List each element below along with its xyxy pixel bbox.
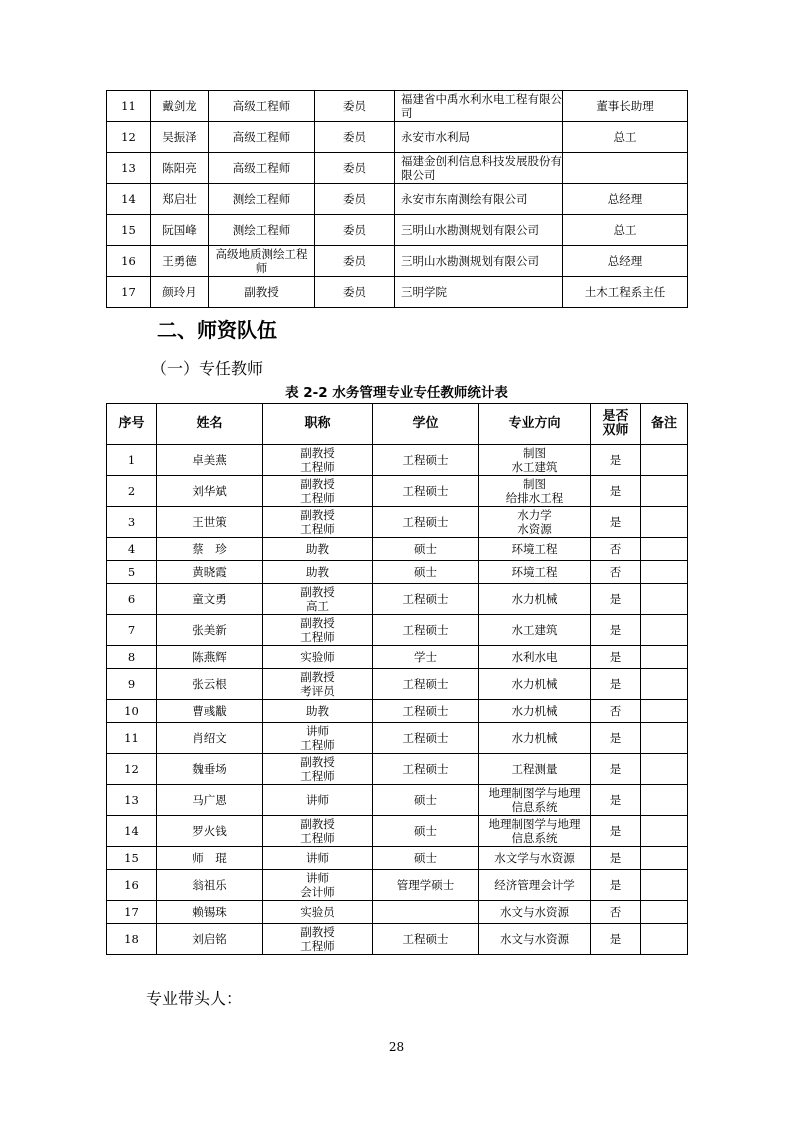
committee-title: 高级地质测绘工程师 [209, 246, 315, 277]
committee-name: 颜玲月 [151, 277, 209, 308]
section-heading: 二、师资队伍 [157, 318, 277, 342]
teacher-dual: 是 [591, 847, 641, 870]
teacher-major: 水工建筑 [479, 615, 591, 646]
teacher-major: 制图 水工建筑 [479, 445, 591, 476]
teacher-dual: 是 [591, 785, 641, 816]
teacher-title: 副教授 工程师 [263, 615, 373, 646]
header-name: 姓名 [157, 404, 263, 445]
teacher-no: 9 [107, 669, 157, 700]
teacher-dual: 是 [591, 507, 641, 538]
committee-org: 永安市东南测绘有限公司 [395, 184, 563, 215]
header-title: 职称 [263, 404, 373, 445]
teacher-degree: 管理学硕士 [373, 870, 479, 901]
committee-name: 吴振泽 [151, 122, 209, 153]
teacher-dual: 是 [591, 669, 641, 700]
teacher-degree: 工程硕士 [373, 445, 479, 476]
committee-role: 委员 [315, 91, 395, 122]
table-caption: 表 2-2 水务管理专业专任教师统计表 [285, 385, 508, 401]
committee-no: 17 [107, 277, 151, 308]
teacher-note [641, 476, 688, 507]
teacher-note [641, 785, 688, 816]
committee-role: 委员 [315, 153, 395, 184]
teacher-title: 副教授 高工 [263, 584, 373, 615]
teacher-row [107, 754, 688, 785]
teacher-note [641, 816, 688, 847]
teacher-name: 张云根 [157, 669, 263, 700]
teacher-row [107, 785, 688, 816]
committee-position: 总工 [563, 215, 688, 246]
teacher-no: 12 [107, 754, 157, 785]
teacher-title: 实验师 [263, 646, 373, 669]
teacher-dual: 是 [591, 584, 641, 615]
teacher-degree: 学士 [373, 646, 479, 669]
teacher-major: 水文学与水资源 [479, 847, 591, 870]
teacher-major: 水力机械 [479, 723, 591, 754]
committee-org: 三明山水勘测规划有限公司 [395, 215, 563, 246]
teacher-no: 13 [107, 785, 157, 816]
teacher-note [641, 700, 688, 723]
teacher-dual: 是 [591, 816, 641, 847]
subsection-heading: （一）专任教师 [151, 359, 264, 378]
teacher-name: 张美新 [157, 615, 263, 646]
teacher-row [107, 584, 688, 615]
header-dual: 是否双师 [591, 404, 641, 445]
teacher-title: 讲师 [263, 785, 373, 816]
header-major: 专业方向 [479, 404, 591, 445]
teacher-no: 1 [107, 445, 157, 476]
committee-role: 委员 [315, 215, 395, 246]
teacher-row [107, 507, 688, 538]
committee-row [107, 91, 688, 122]
teacher-name: 魏垂场 [157, 754, 263, 785]
teacher-major: 制图 给排水工程 [479, 476, 591, 507]
committee-position: 总工 [563, 122, 688, 153]
committee-no: 12 [107, 122, 151, 153]
teachers-table-body [107, 445, 688, 955]
teacher-name: 童文勇 [157, 584, 263, 615]
teacher-name: 刘启铭 [157, 924, 263, 955]
committee-role: 委员 [315, 246, 395, 277]
teacher-degree: 工程硕士 [373, 476, 479, 507]
teacher-note [641, 507, 688, 538]
teacher-row [107, 561, 688, 584]
teacher-dual: 是 [591, 870, 641, 901]
teacher-note [641, 870, 688, 901]
committee-no: 16 [107, 246, 151, 277]
teacher-no: 17 [107, 901, 157, 924]
teacher-title: 副教授 工程师 [263, 816, 373, 847]
teacher-major: 地理制图学与地理信息系统 [479, 785, 591, 816]
teacher-no: 15 [107, 847, 157, 870]
teacher-degree: 硕士 [373, 538, 479, 561]
teachers-header-row [107, 404, 688, 445]
teacher-title: 副教授 工程师 [263, 507, 373, 538]
teacher-row [107, 476, 688, 507]
teacher-row [107, 847, 688, 870]
teacher-name: 肖绍文 [157, 723, 263, 754]
teacher-name: 马广恩 [157, 785, 263, 816]
teacher-degree: 硕士 [373, 561, 479, 584]
teacher-no: 3 [107, 507, 157, 538]
teacher-name: 赖锡珠 [157, 901, 263, 924]
teacher-name: 师 琨 [157, 847, 263, 870]
committee-table-body [107, 91, 688, 308]
committee-table [106, 90, 688, 308]
teacher-no: 2 [107, 476, 157, 507]
committee-row [107, 277, 688, 308]
header-no: 序号 [107, 404, 157, 445]
teacher-dual: 否 [591, 700, 641, 723]
teacher-dual: 是 [591, 723, 641, 754]
committee-title: 副教授 [209, 277, 315, 308]
teacher-degree: 工程硕士 [373, 723, 479, 754]
teacher-major: 水文与水资源 [479, 924, 591, 955]
teacher-row [107, 445, 688, 476]
teacher-name: 翁祖乐 [157, 870, 263, 901]
teacher-degree: 硕士 [373, 847, 479, 870]
teacher-major: 经济管理会计学 [479, 870, 591, 901]
teacher-no: 18 [107, 924, 157, 955]
teacher-major: 水力学 水资源 [479, 507, 591, 538]
teacher-degree: 工程硕士 [373, 669, 479, 700]
teacher-major: 水利水电 [479, 646, 591, 669]
committee-position [563, 153, 688, 184]
committee-title: 高级工程师 [209, 153, 315, 184]
teacher-note [641, 669, 688, 700]
teachers-table [106, 403, 688, 955]
teacher-no: 6 [107, 584, 157, 615]
committee-row [107, 246, 688, 277]
teacher-dual: 是 [591, 754, 641, 785]
teacher-note [641, 723, 688, 754]
teacher-note [641, 901, 688, 924]
committee-position: 土木工程系主任 [563, 277, 688, 308]
teacher-title: 副教授 工程师 [263, 445, 373, 476]
committee-org: 福建金创利信息科技发展股份有限公司 [395, 153, 563, 184]
committee-title: 测绘工程师 [209, 184, 315, 215]
committee-org: 三明山水勘测规划有限公司 [395, 246, 563, 277]
committee-org: 福建省中禹水利水电工程有限公司 [395, 91, 563, 122]
teacher-name: 蔡 珍 [157, 538, 263, 561]
teacher-row [107, 870, 688, 901]
teacher-title: 副教授 工程师 [263, 754, 373, 785]
teacher-title: 副教授 工程师 [263, 476, 373, 507]
teacher-note [641, 584, 688, 615]
teacher-major: 水力机械 [479, 669, 591, 700]
teacher-degree: 工程硕士 [373, 584, 479, 615]
teacher-title: 讲师 工程师 [263, 723, 373, 754]
committee-name: 王勇德 [151, 246, 209, 277]
teacher-no: 4 [107, 538, 157, 561]
teacher-name: 王世策 [157, 507, 263, 538]
committee-row [107, 184, 688, 215]
teacher-row [107, 816, 688, 847]
teacher-note [641, 754, 688, 785]
teacher-no: 5 [107, 561, 157, 584]
teacher-note [641, 924, 688, 955]
teacher-dual: 是 [591, 445, 641, 476]
teacher-major: 水力机械 [479, 700, 591, 723]
teacher-row [107, 669, 688, 700]
teacher-major: 环境工程 [479, 561, 591, 584]
teacher-name: 陈燕辉 [157, 646, 263, 669]
committee-position: 总经理 [563, 246, 688, 277]
teacher-major: 地理制图学与地理信息系统 [479, 816, 591, 847]
teacher-degree: 工程硕士 [373, 615, 479, 646]
teacher-row [107, 646, 688, 669]
teacher-degree [373, 901, 479, 924]
committee-row [107, 153, 688, 184]
teacher-no: 10 [107, 700, 157, 723]
teacher-row [107, 700, 688, 723]
teacher-row [107, 615, 688, 646]
committee-name: 郑启壮 [151, 184, 209, 215]
teacher-no: 8 [107, 646, 157, 669]
teacher-major: 环境工程 [479, 538, 591, 561]
teacher-note [641, 847, 688, 870]
committee-org: 永安市水利局 [395, 122, 563, 153]
teacher-name: 曹彧黻 [157, 700, 263, 723]
teacher-no: 11 [107, 723, 157, 754]
teacher-note [641, 445, 688, 476]
teacher-major: 水力机械 [479, 584, 591, 615]
teacher-name: 黄晓霞 [157, 561, 263, 584]
teacher-title: 讲师 [263, 847, 373, 870]
committee-name: 阮国峰 [151, 215, 209, 246]
teacher-degree: 工程硕士 [373, 924, 479, 955]
teacher-dual: 否 [591, 538, 641, 561]
teacher-no: 14 [107, 816, 157, 847]
page-number: 28 [388, 1040, 405, 1054]
committee-role: 委员 [315, 122, 395, 153]
teacher-row [107, 901, 688, 924]
teacher-degree: 工程硕士 [373, 754, 479, 785]
committee-org: 三明学院 [395, 277, 563, 308]
teacher-note [641, 561, 688, 584]
teacher-title: 讲师 会计师 [263, 870, 373, 901]
committee-title: 测绘工程师 [209, 215, 315, 246]
teacher-name: 卓美燕 [157, 445, 263, 476]
teacher-row [107, 924, 688, 955]
header-degree: 学位 [373, 404, 479, 445]
teacher-title: 副教授 工程师 [263, 924, 373, 955]
teacher-major: 工程测量 [479, 754, 591, 785]
teacher-title: 助教 [263, 561, 373, 584]
teacher-dual: 是 [591, 646, 641, 669]
committee-no: 14 [107, 184, 151, 215]
teacher-note [641, 646, 688, 669]
teacher-no: 7 [107, 615, 157, 646]
teacher-title: 助教 [263, 538, 373, 561]
committee-position: 总经理 [563, 184, 688, 215]
committee-no: 15 [107, 215, 151, 246]
teacher-note [641, 615, 688, 646]
teacher-major: 水文与水资源 [479, 901, 591, 924]
committee-row [107, 122, 688, 153]
committee-name: 陈阳亮 [151, 153, 209, 184]
committee-title: 高级工程师 [209, 122, 315, 153]
committee-role: 委员 [315, 184, 395, 215]
header-note: 备注 [641, 404, 688, 445]
teacher-degree: 工程硕士 [373, 700, 479, 723]
committee-no: 13 [107, 153, 151, 184]
teacher-title: 副教授 考评员 [263, 669, 373, 700]
committee-position: 董事长助理 [563, 91, 688, 122]
committee-row [107, 215, 688, 246]
teacher-degree: 硕士 [373, 785, 479, 816]
teacher-degree: 工程硕士 [373, 507, 479, 538]
teacher-name: 罗火钱 [157, 816, 263, 847]
teacher-row [107, 723, 688, 754]
teacher-dual: 否 [591, 901, 641, 924]
teacher-dual: 是 [591, 476, 641, 507]
program-leader-label: 专业带头人： [146, 989, 243, 1008]
teacher-title: 实验员 [263, 901, 373, 924]
committee-role: 委员 [315, 277, 395, 308]
teacher-note [641, 538, 688, 561]
teacher-degree: 硕士 [373, 816, 479, 847]
committee-name: 戴剑龙 [151, 91, 209, 122]
teacher-dual: 否 [591, 561, 641, 584]
committee-no: 11 [107, 91, 151, 122]
teacher-dual: 是 [591, 924, 641, 955]
teacher-title: 助教 [263, 700, 373, 723]
teacher-row [107, 538, 688, 561]
teacher-no: 16 [107, 870, 157, 901]
teacher-name: 刘华斌 [157, 476, 263, 507]
teacher-dual: 是 [591, 615, 641, 646]
committee-title: 高级工程师 [209, 91, 315, 122]
